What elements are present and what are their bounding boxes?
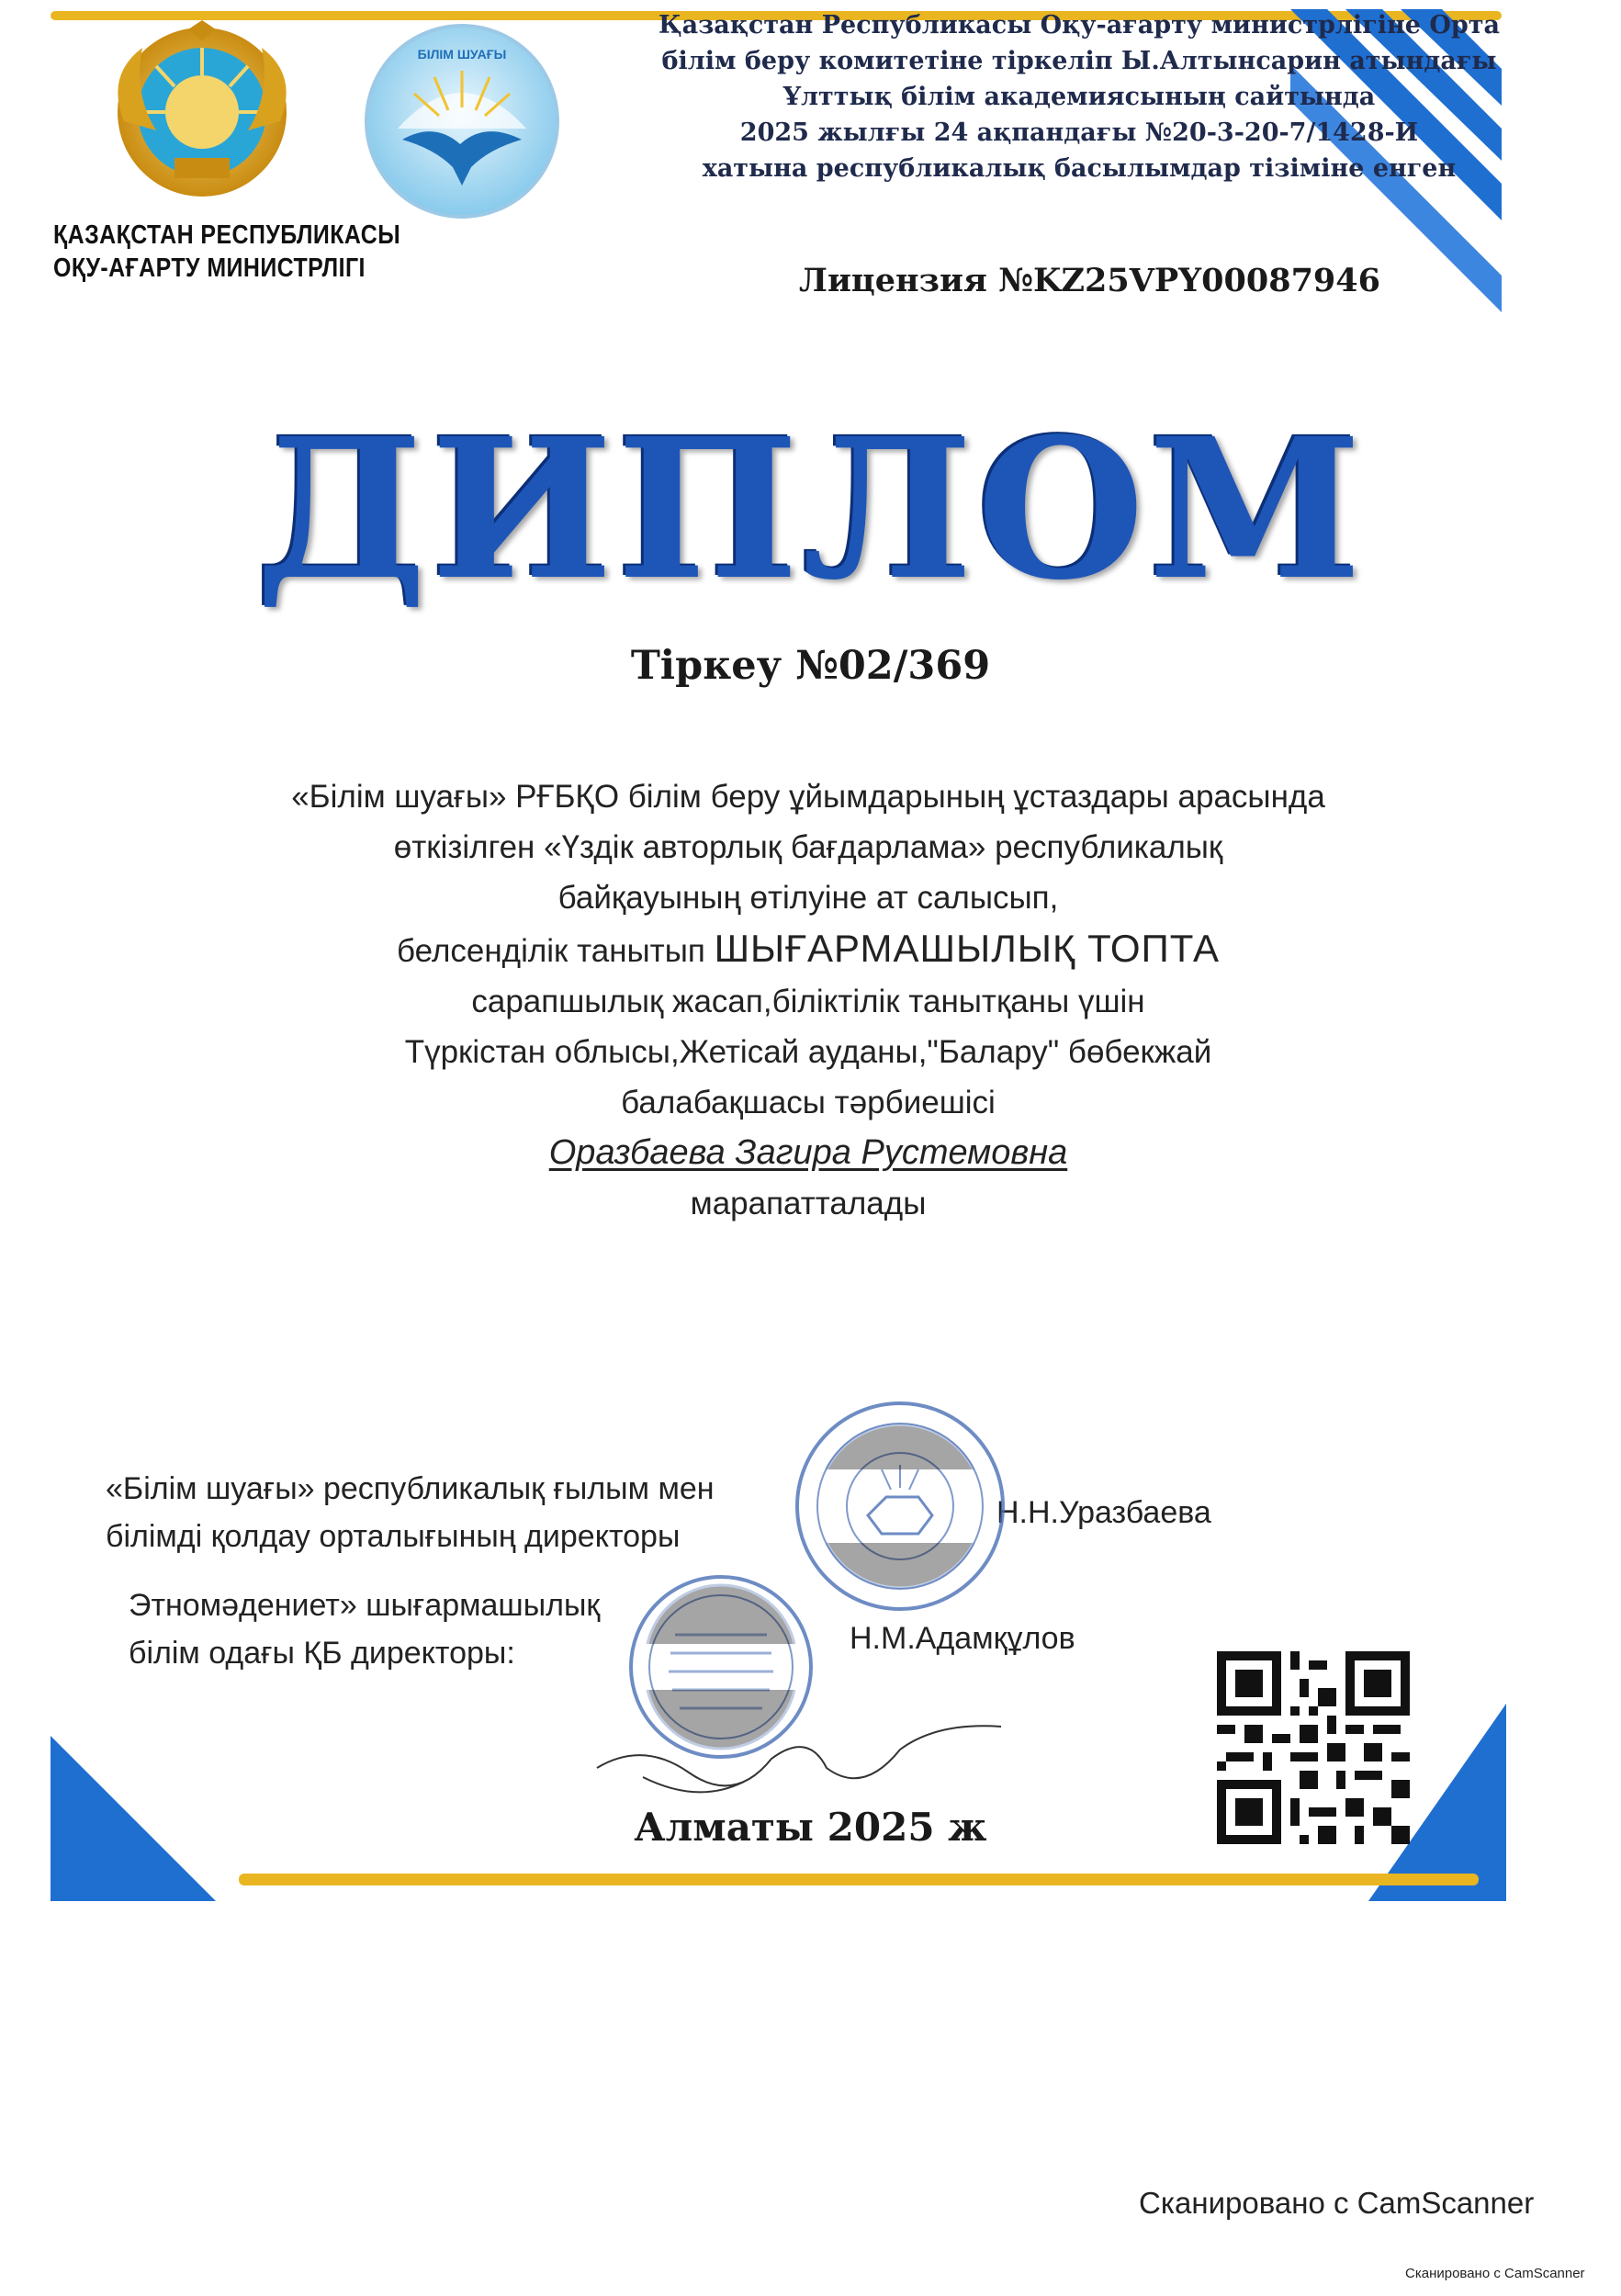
signature-scribble-icon	[588, 1704, 1010, 1814]
award-line: Түркістан облысы,Жетісай ауданы,"Балару" бөбекжай	[404, 1034, 1212, 1070]
registration-notice	[643, 7, 1515, 186]
ministry-name	[53, 219, 401, 285]
bilim-shuagy-logo	[361, 20, 563, 222]
signatory-name-1: Н.Н.Уразбаева	[996, 1495, 1211, 1530]
logo-ring-text: БІЛІМ ШУАҒЫ	[417, 47, 507, 62]
camscanner-footer: Сканировано с CamScanner	[1405, 2266, 1585, 2281]
signatory-title-line: білімді қолдау орталығының директоры	[106, 1519, 681, 1554]
award-line: балабақшасы тәрбиешісі	[621, 1085, 996, 1120]
award-line: өткізілген «Үздік авторлық бағдарлама» республикалық	[393, 829, 1223, 865]
license-number: Лицензия №KZ25VPY00087946	[799, 262, 1380, 299]
ministry-line: ҚАЗАҚСТАН РЕСПУБЛИКАСЫ	[53, 220, 401, 250]
state-emblem-icon	[87, 20, 317, 204]
stamp-bilim-shuagy-icon	[790, 1396, 1010, 1616]
signatory-title-1	[106, 1465, 715, 1560]
diploma-title: ДИПЛОМ	[255, 396, 1366, 623]
signatory-title-2	[129, 1581, 600, 1677]
notice-line: хатына республикалық басылымдар тізіміне енген	[702, 154, 1457, 183]
signatory-title-line: білім одағы ҚБ директоры:	[129, 1636, 515, 1671]
bottom-gold-stripe	[239, 1874, 1479, 1885]
registration-number: Тіркеу №02/369	[630, 643, 991, 689]
award-text	[73, 771, 1543, 1229]
award-group-name: ШЫҒАРМАШЫЛЫҚ ТОПТА	[714, 927, 1220, 970]
award-line: байқауының өтілуіне ат салысып,	[557, 880, 1059, 916]
notice-line: 2025 жылғы 24 ақпандағы №20-3-20-7/1428-И	[739, 118, 1419, 147]
award-line-part: белсенділік танытып	[396, 933, 705, 969]
award-line: «Білім шуағы» РҒБҚО білім беру ұйымдарының ұстаздары арасында	[291, 779, 1325, 815]
qr-code-icon	[1217, 1651, 1410, 1844]
recipient-name: Оразбаева Загира Рустемовна	[548, 1133, 1068, 1172]
ministry-line: ОҚУ-АҒАРТУ МИНИСТРЛІГІ	[53, 253, 366, 283]
award-line	[73, 923, 1543, 976]
notice-line: білім беру комитетіне тіркеліп Ы.Алтынсарин атындағы	[661, 47, 1497, 75]
signatory-name-2: Н.М.Адамқұлов	[850, 1621, 1075, 1656]
notice-line: Қазақстан Республикасы Оқу-ағарту министрлігіне Орта	[659, 11, 1500, 39]
award-line: марапатталады	[690, 1186, 927, 1221]
award-line: сарапшылық жасап,біліктілік танытқаны үшін	[471, 984, 1145, 1019]
city-year: Алматы 2025 ж	[634, 1805, 987, 1850]
signatory-title-line: Этномәдениет» шығармашылық	[129, 1588, 601, 1623]
signatory-title-line: «Білім шуағы» республикалық ғылым мен	[106, 1471, 715, 1506]
notice-line: Ұлттық білім академиясының сайтында	[782, 83, 1376, 111]
camscanner-watermark: Сканировано с CamScanner	[1139, 2186, 1535, 2220]
